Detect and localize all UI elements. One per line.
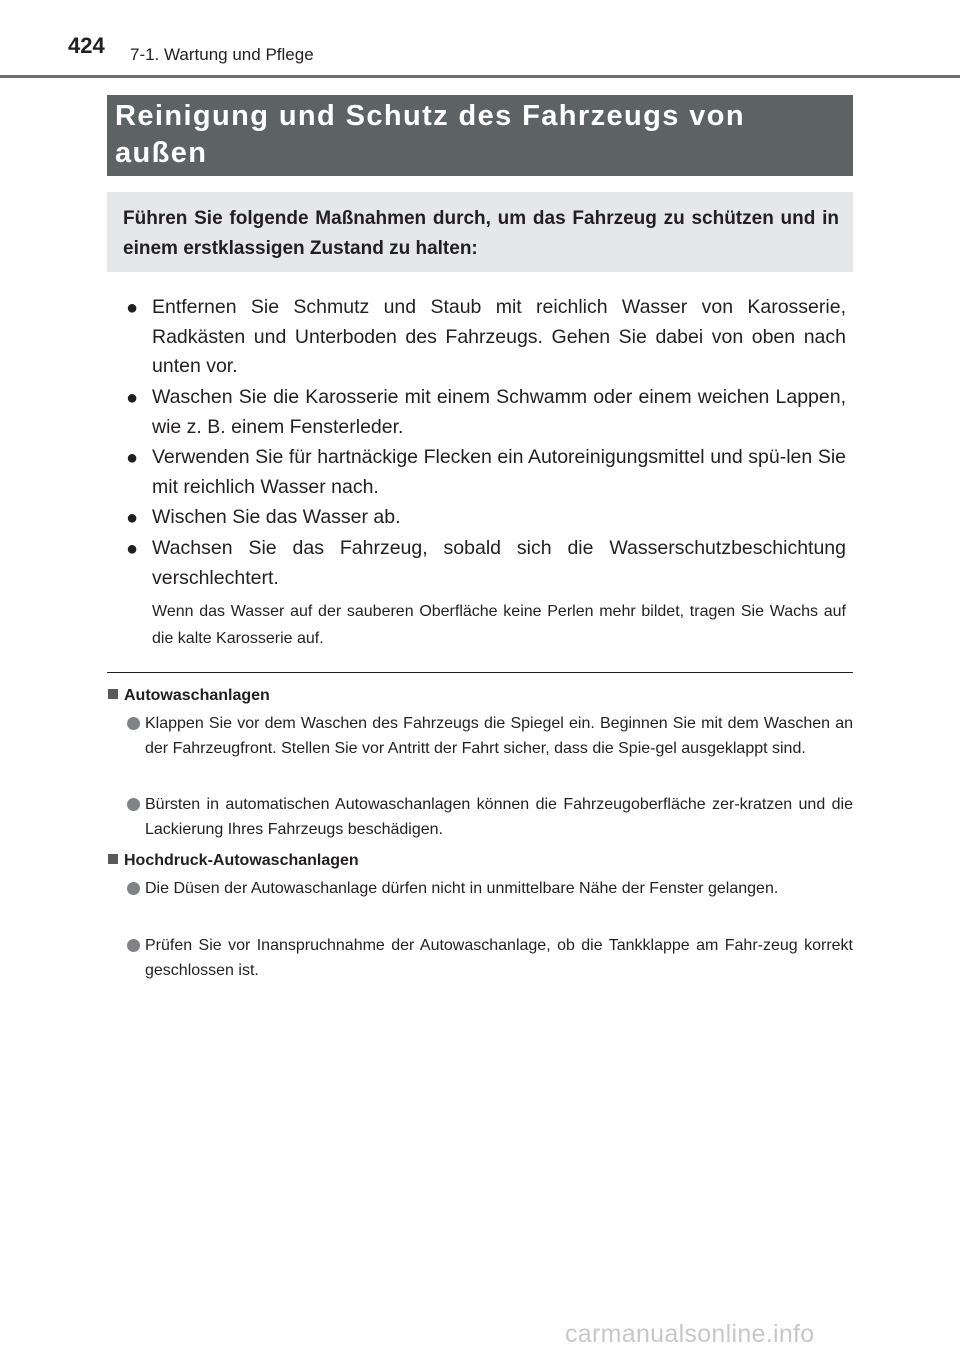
bullet-icon <box>127 798 140 811</box>
watermark: carmanualsonline.info <box>565 1320 815 1348</box>
list-item-text: Wischen Sie das Wasser ab. <box>152 506 401 528</box>
list-item-text: Wachsen Sie das Fahrzeug, sobald sich die Wasserschutzbeschichtung verschlechtert. <box>152 537 846 589</box>
bullet-icon: ● <box>126 387 139 409</box>
square-bullet-icon <box>108 689 118 699</box>
subsection-heading <box>108 850 359 872</box>
bullet-icon <box>127 882 140 895</box>
page-header <box>0 0 960 76</box>
bullet-icon: ● <box>126 538 139 560</box>
subsection-heading-text: Autowaschanlagen <box>124 687 270 704</box>
section-divider <box>107 672 853 673</box>
bullet-icon: ● <box>126 507 139 529</box>
list-item-text: Entfernen Sie Schmutz und Staub mit reichlich Wasser von Karosserie, Radkästen und Unterboden des Fahrzeugs. Gehen Sie dabei von oben nach unten vor. <box>152 296 846 377</box>
section-title: Reinigung und Schutz des Fahrzeugs von außen <box>115 100 745 169</box>
list-item-text: Verwenden Sie für hartnäckige Flecken ein Autoreinigungsmittel und spü-len Sie mit reichlich Wasser nach. <box>152 446 846 498</box>
list-item-text: Bürsten in automatischen Autowaschanlagen können die Fahrzeugoberfläche zer-kratzen und die Lackierung Ihres Fahrzeugs beschädigen. <box>145 796 853 838</box>
square-bullet-icon <box>108 854 118 864</box>
list-item-text: Prüfen Sie vor Inanspruchnahme der Autowaschanlage, ob die Tankklappe am Fahr-zeug korrekt geschlossen ist. <box>145 937 853 979</box>
bullet-icon <box>127 939 140 952</box>
list-item-text: Die Düsen der Autowaschanlage dürfen nicht in unmittelbare Nähe der Fenster gelangen. <box>145 880 779 897</box>
list-item-text: Waschen Sie die Karosserie mit einem Schwamm oder einem weichen Lappen, wie z. B. einem Fensterleder. <box>152 386 846 438</box>
wax-note: Wenn das Wasser auf der sauberen Oberfläche keine Perlen mehr bildet, tragen Sie Wachs auf die kalte Karosserie auf. <box>152 603 846 647</box>
subsection-heading-text: Hochdruck-Autowaschanlagen <box>124 852 359 869</box>
list-item-text: Klappen Sie vor dem Waschen des Fahrzeugs die Spiegel ein. Beginnen Sie mit dem Waschen an der Fahrzeugfront. Stellen Sie vor Antritt der Fahrt sicher, dass die Spie-gel ausgeklappt sind. <box>145 715 853 757</box>
bullet-icon: ● <box>126 297 139 319</box>
bullet-icon: ● <box>126 447 139 469</box>
chapter-title: 7-1. Wartung und Pflege <box>130 45 314 64</box>
header-rule <box>0 75 960 78</box>
page-number: 424 <box>68 33 105 58</box>
intro-text: Führen Sie folgende Maßnahmen durch, um das Fahrzeug zu schützen und in einem erstklassigen Zustand zu halten: <box>123 208 839 259</box>
subsection-heading <box>108 685 270 707</box>
bullet-icon <box>127 717 140 730</box>
